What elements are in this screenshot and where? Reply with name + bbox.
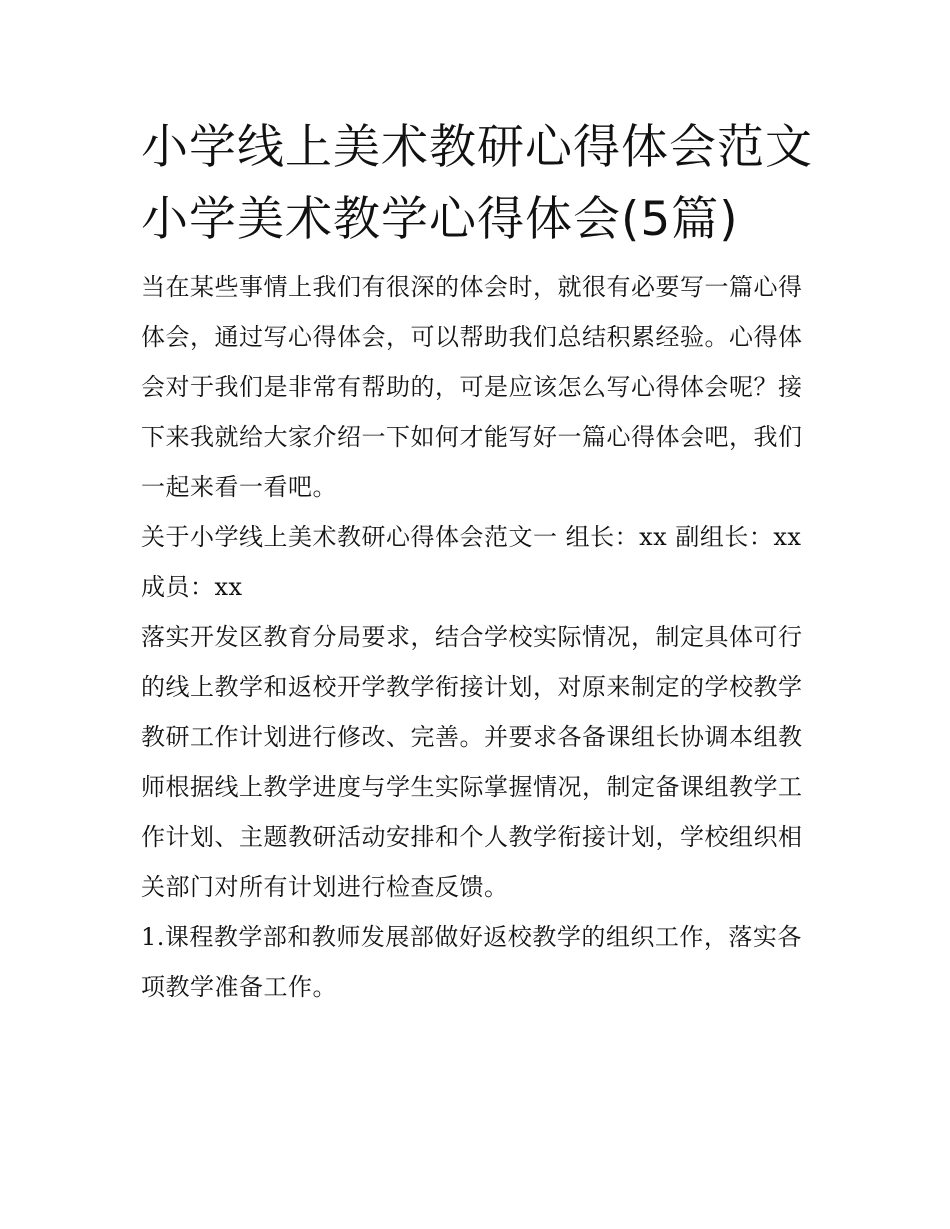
item-1-paragraph: 1.课程教学部和教师发展部做好返校教学的组织工作，落实各项教学准备工作。 <box>141 923 802 1001</box>
group-members-paragraph: 关于小学线上美术教研心得体会范文一 组长：xx 副组长：xx 成员：xx <box>141 523 802 601</box>
document-page <box>141 112 817 1012</box>
plan-paragraph: 落实开发区教育分局要求，结合学校实际情况，制定具体可行的线上教学和返校开学教学衔接计划，对原来制定的学校教学教研工作计划进行修改、完善。并要求各备课组长协调本组教师根据线上教学进度与学生实际掌握情况，制定备课组教学工作计划、主题教研活动安排和个人教学衔接计划，学校组织相关部门对所有计划进行检查反馈。 <box>141 623 803 901</box>
intro-paragraph: 当在某些事情上我们有很深的体会时，就很有必要写一篇心得体会，通过写心得体会，可以帮助我们总结积累经验。心得体会对于我们是非常有帮助的，可是应该怎么写心得体会呢？接下来我就给大家介绍一下如何才能写好一篇心得体会吧，我们一起来看一看吧。 <box>141 273 803 501</box>
document-title: 小学线上美术教研心得体会范文 小学美术教学心得体会(5篇) <box>141 120 813 247</box>
